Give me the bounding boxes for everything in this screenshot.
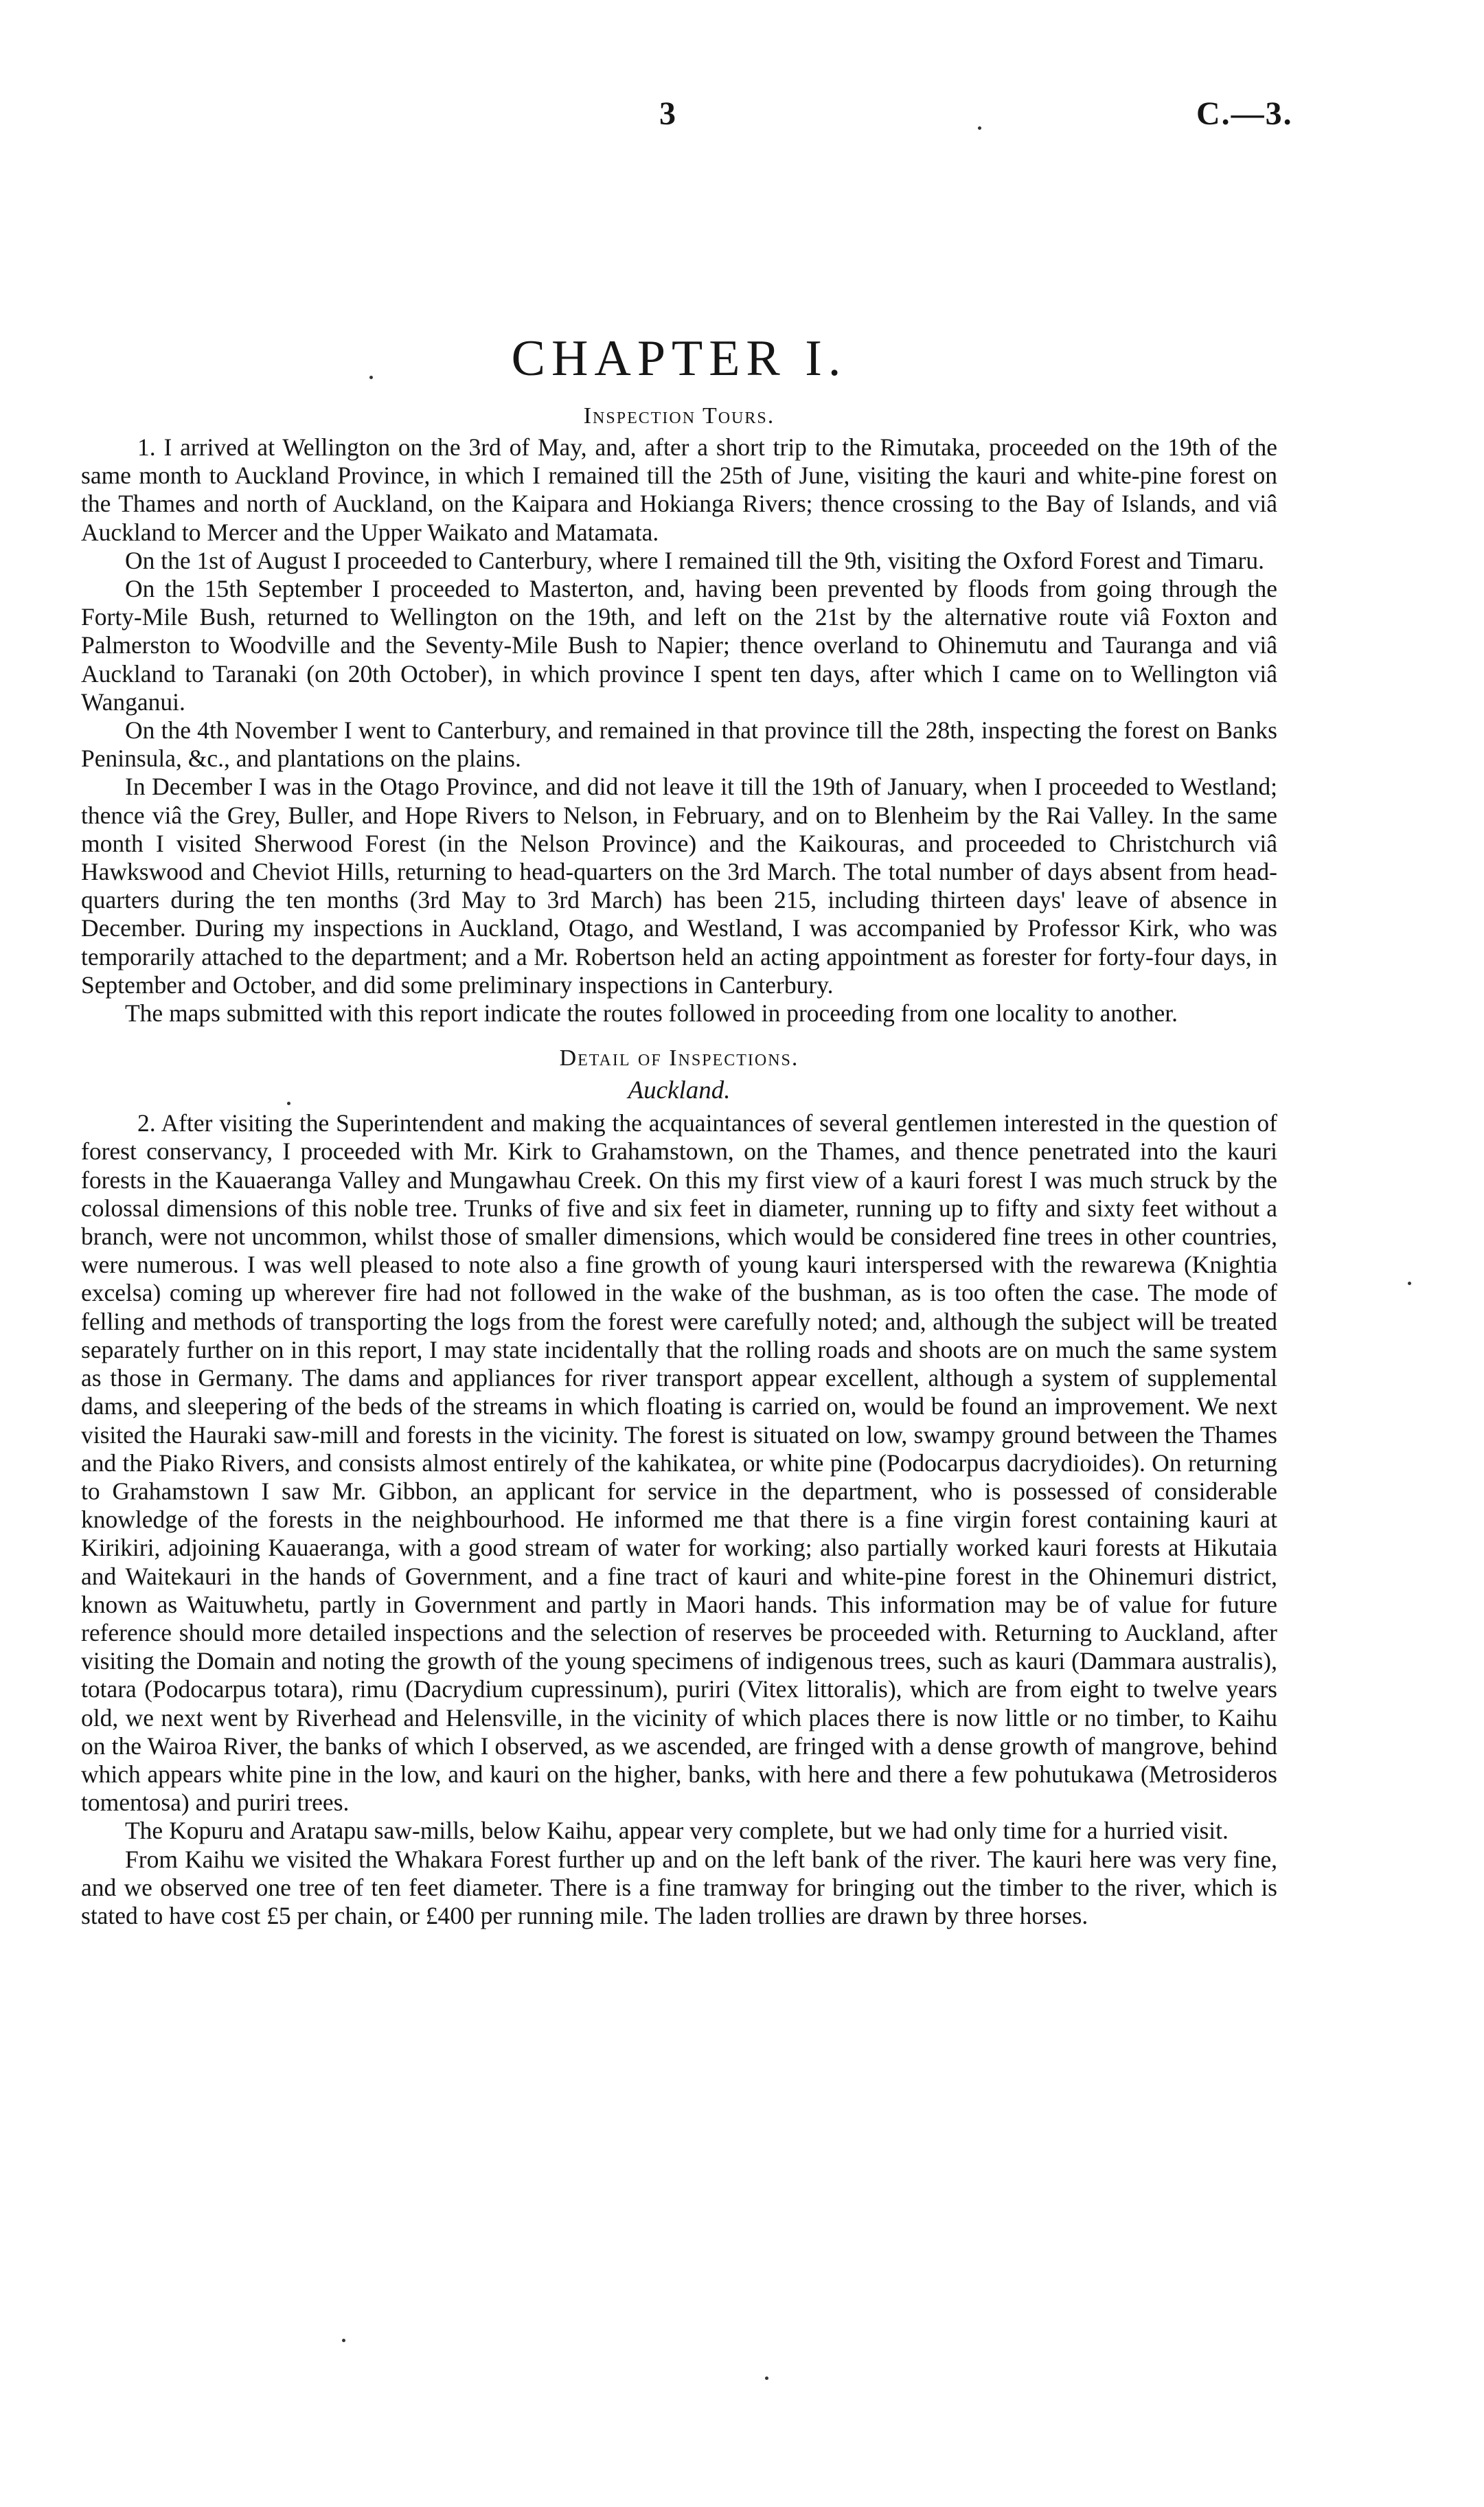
speck-mark xyxy=(369,376,373,379)
paragraph-auckland-1: 2. After visiting the Superintendent and making the acquaintances of several gentlemen interested in the question of forest conservancy, I proceeded with Mr. Kirk to Grahamstown, on the Thames, and thence penetrated into the kauri forests in the Kauaeranga Valley and Mungawhau Creek. On this my first view of a kauri forest I was much struck by the colossal dimensions of this noble tree. Trunks of five and six feet in diameter, running up to fifty and sixty feet without a branch, were not uncommon, whilst those of smaller dimensions, which would be considered fine trees in other countries, were numerous. I was well pleased to note also a fine growth of young kauri interspersed with the rewarewa (Knightia excelsa) coming up wherever fire had not followed in the wake of the bushman, as is too often the case. The mode of felling and methods of transporting the logs from the forest were carefully noted; and, although the subject will be treated separately further on in this report, I may state incidentally that the rolling roads and shoots are on much the same system as those in Germany. The dams and appliances for river transport appear excellent, although a system of supplemental dams, and sleepering of the beds of the streams in which floating is carried on, would be found an improvement. We next visited the Hauraki saw-mill and forests in the vicinity. The forest is situated on low, swampy ground between the Thames and the Piako Rivers, and consists almost entirely of the kahikatea, or white pine (Podocarpus dacrydioides). On returning to Grahamstown I saw Mr. Gibbon, an applicant for service in the department, who is possessed of considerable knowledge of the forests in the neighbourhood. He informed me that there is a fine virgin forest containing kauri at Kirikiri, adjoining Kauaeranga, with a good stream of water for working; also partially worked kauri forests at Hikutaia and Waitekauri in the hands of Government, and a fine tract of kauri and white-pine forest in the Ohinemuri district, known as Waituwhetu, partly in Government and partly in Maori hands. This information may be of value for future reference should more detailed inspections and the selection of reserves be proceeded with. Returning to Auckland, after visiting the Domain and noting the growth of the young specimens of indigenous trees, such as kauri (Dammara australis), totara (Podocarpus totara), rimu (Dacrydium cupressinum), puriri (Vitex littoralis), which are from eight to twelve years old, we next went by Riverhead and Helensville, in the vicinity of which places there is now little or no timber, to Kaihu on the Wairoa River, the banks of which I observed, as we ascended, are fringed with a dense growth of mangrove, behind which appears white pine in the low, and kauri on the higher, banks, with here and there a few pohutukawa (Metrosideros tomentosa) and puriri trees. xyxy=(81,1109,1277,1817)
paragraph-tours-3: On the 15th September I proceeded to Masterton, and, having been prevented by floods from going through the Forty-Mile Bush, returned to Wellington on the 19th, and left on the 21st by the alternative route viâ Foxton and Palmerston to Woodville and the Seventy-Mile Bush to Napier; thence overland to Ohinemutu and Tauranga and viâ Auckland to Taranaki (on 20th October), in which province I spent ten days, after which I came on to Wellington viâ Wanganui. xyxy=(81,575,1277,716)
speck-mark xyxy=(978,126,981,130)
speck-mark xyxy=(342,2339,345,2342)
speck-mark xyxy=(287,1102,290,1105)
section-heading-detail-of-inspections: Detail of Inspections. xyxy=(559,1045,799,1071)
section-heading-inspection-tours: Inspection Tours. xyxy=(583,403,775,429)
paragraph-tours-1: 1. I arrived at Wellington on the 3rd of May, and, after a short trip to the Rimutaka, proceeded on the 19th of the same month to Auckland Province, in which I remained till the 25th of June, visiting the kauri and white-pine forest on the Thames and north of Auckland, on the Kaipara and Hokianga Rivers; thence crossing to the Bay of Islands, and viâ Auckland to Mercer and the Upper Waikato and Matamata. xyxy=(81,433,1277,546)
paragraph-auckland-2: The Kopuru and Aratapu saw-mills, below Kaihu, appear very complete, but we had only time for a hurried visit. xyxy=(125,1817,1229,1845)
paragraph-tours-2: On the 1st of August I proceeded to Canterbury, where I remained till the 9th, visiting the Oxford Forest and Timaru. xyxy=(125,546,1264,574)
document-code: C.—3. xyxy=(1196,95,1293,132)
subsection-heading-auckland: Auckland. xyxy=(628,1076,731,1105)
speck-mark xyxy=(765,2376,768,2380)
speck-mark xyxy=(1408,1282,1411,1285)
paragraph-auckland-3: From Kaihu we visited the Whakara Forest further up and on the left bank of the river. The kauri here was very fine, and we observed one tree of ten feet diameter. There is a fine tramway for bringing out the timber to the river, which is stated to have cost £5 per chain, or £400 per running mile. The laden trollies are drawn by three horses. xyxy=(81,1845,1277,1929)
page-content xyxy=(81,330,1277,1930)
paragraph-tours-6: The maps submitted with this report indicate the routes followed in proceeding from one locality to another. xyxy=(125,999,1178,1028)
page-number: 3 xyxy=(659,95,676,132)
paragraph-tours-4: On the 4th November I went to Canterbury, and remained in that province till the 28th, inspecting the forest on Banks Peninsula, &c., and plantations on the plains. xyxy=(81,716,1277,773)
paragraph-tours-5: In December I was in the Otago Province, and did not leave it till the 19th of January, when I proceeded to Westland; thence viâ the Grey, Buller, and Hope Rivers to Nelson, in February, and on to Blenheim by the Rai Valley. In the same month I visited Sherwood Forest (in the Nelson Province) and the Kaikouras, and proceeded to Christchurch viâ Hawkswood and Cheviot Hills, returning to head-quarters on the 3rd March. The total number of days absent from head-quarters during the ten months (3rd May to 3rd March) has been 215, including thirteen days' leave of absence in December. During my inspections in Auckland, Otago, and Westland, I was accompanied by Professor Kirk, who was temporarily attached to the department; and a Mr. Robertson held an acting appointment as forester for forty-four days, in September and October, and did some preliminary inspections in Canterbury. xyxy=(81,773,1277,999)
chapter-title: CHAPTER I. xyxy=(511,330,847,387)
